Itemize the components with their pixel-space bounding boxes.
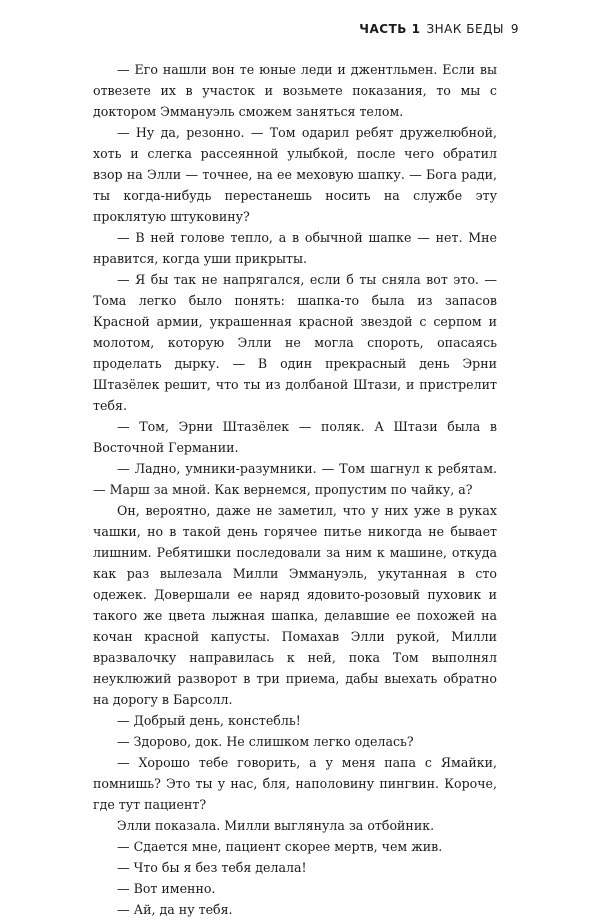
paragraph: — Добрый день, констебль! [117, 713, 301, 728]
part-label: ЧАСТЬ 1 [359, 22, 421, 36]
paragraph: Он, вероятно, даже не заметил, что у них уже в руках чашки, но в такой день горячее питье никогда не бывает лишним. Ребятишки последовали за ним к машине, откуда как раз вылезала Милли Эммануэль, укутанная в сто одежек. Довершали ее наряд ядовито-розовый пуховик и такого же цвета лыжная шапка, делавшие ее похожей на кочан красной капусты. Помахав Элли рукой, Милли вразвалочку направилась к ней, пока Том выполнял неуклюжий разворот в три приема, дабы выехать обратно на дорогу в Барсолл. [93, 503, 497, 707]
running-header [359, 22, 519, 36]
page-number: 9 [510, 22, 519, 36]
paragraph: Элли показала. Милли выглянула за отбойник. [117, 818, 435, 833]
chapter-title: ЗНАК БЕДЫ [426, 22, 504, 36]
paragraph: — Здорово, док. Не слишком легко оделась? [117, 734, 414, 749]
paragraph: — Том, Эрни Штазёлек — поляк. А Штази была в Восточной Германии. [93, 419, 497, 455]
paragraph: — Ай, да ну тебя. [117, 902, 233, 917]
paragraph: — Ладно, умники-разумники. — Том шагнул к ребятам. — Марш за мной. Как вернемся, пропустим по чайку, а? [93, 461, 497, 497]
paragraph: — Ну да, резонно. — Том одарил ребят дружелюбной, хоть и слегка рассеянной улыбкой, после чего обратил взор на Элли — точнее, на ее меховую шапку. — Бога ради, ты когда-нибудь перестанешь носить на службе эту проклятую штуковину? [93, 125, 497, 224]
paragraph: — Что бы я без тебя делала! [117, 860, 307, 875]
paragraph: — Хорошо тебе говорить, а у меня папа с Ямайки, помнишь? Это ты у нас, бля, наполовину пингвин. Короче, где тут пациент? [93, 755, 497, 812]
paragraph: — Вот именно. [117, 881, 216, 896]
body-text [93, 59, 497, 920]
paragraph: — В ней голове тепло, а в обычной шапке — нет. Мне нравится, когда уши прикрыты. [93, 230, 497, 266]
paragraph: — Сдается мне, пациент скорее мертв, чем жив. [117, 839, 443, 854]
paragraph: — Я бы так не напрягался, если б ты сняла вот это. — Тома легко было понять: шапка-то была из запасов Красной армии, украшенная красной звездой с серпом и молотом, которую Элли не могла спороть, опасаясь проделать дырку. — В один прекрасный день Эрни Штазёлек решит, что ты из долбаной Штази, и пристрелит тебя. [93, 272, 497, 413]
paragraph: — Его нашли вон те юные леди и джентльмен. Если вы отвезете их в участок и возьмете показания, то мы с доктором Эммануэль сможем заняться телом. [93, 62, 497, 119]
